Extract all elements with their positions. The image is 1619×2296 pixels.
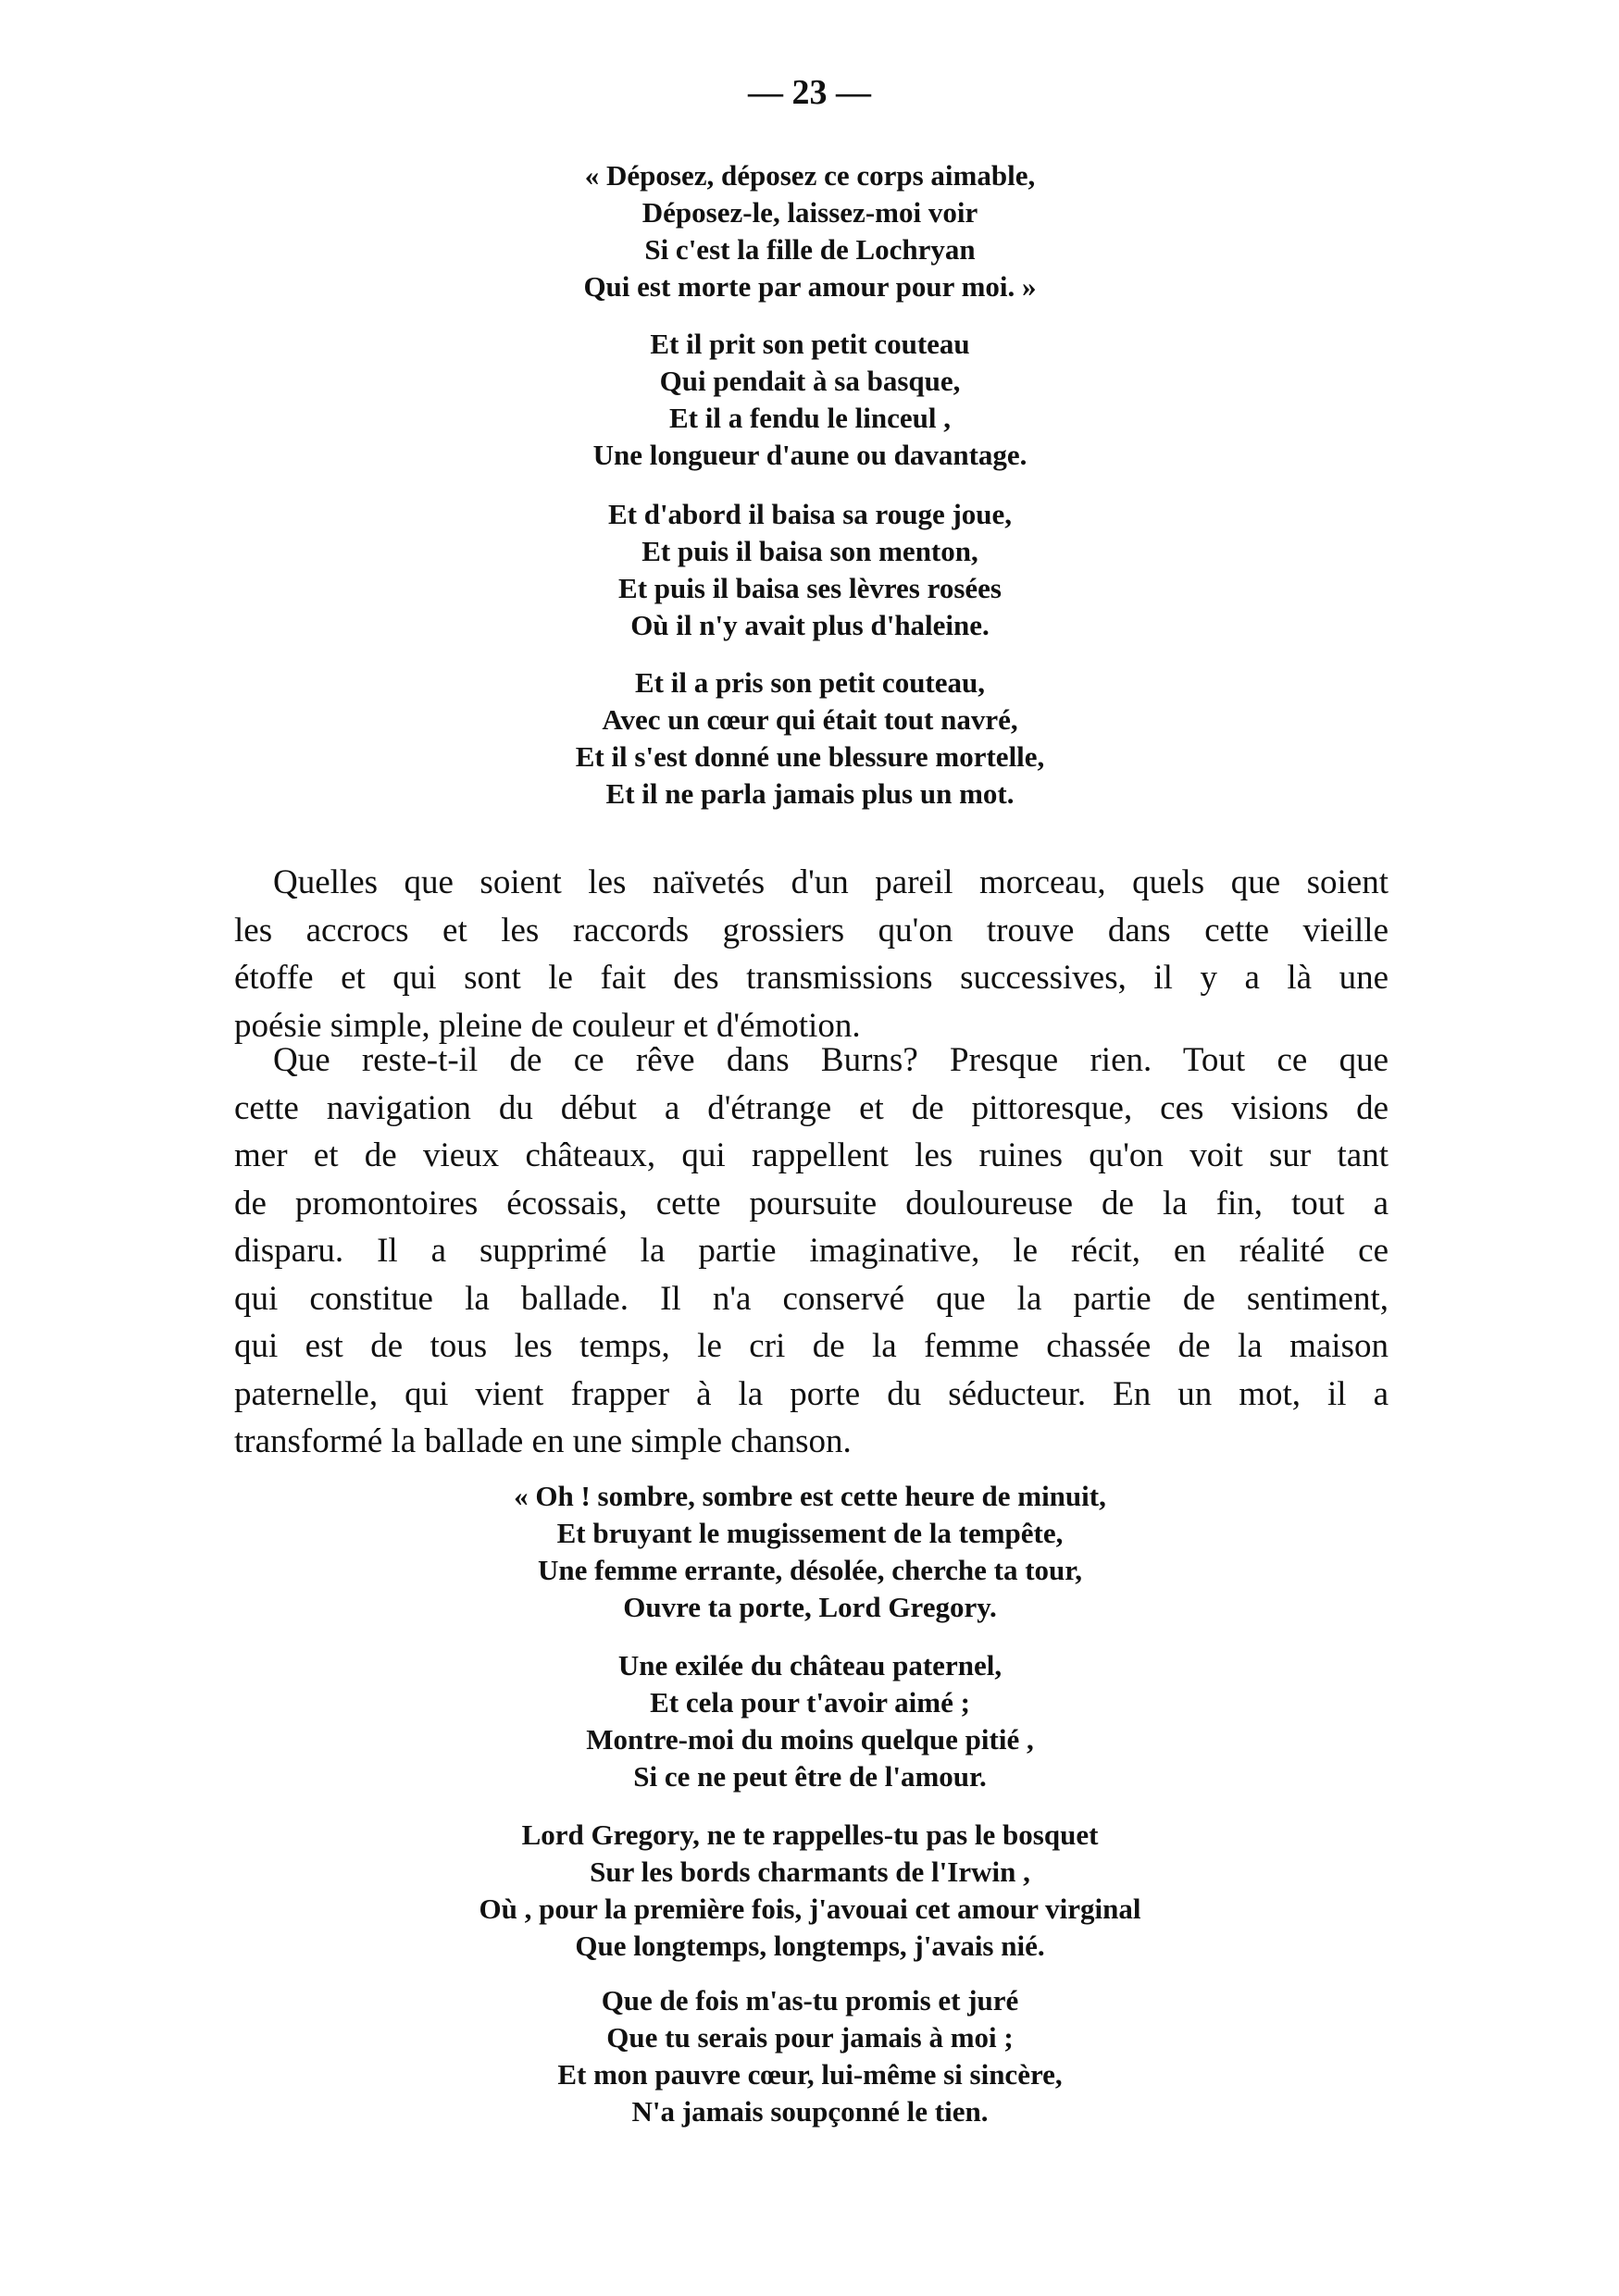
paragraph-line: de promontoires écossais, cette poursuite douloureuse de la fin, tout a bbox=[234, 1184, 1389, 1222]
verse-line: Et mon pauvre cœur, lui-même si sincère, bbox=[557, 2058, 1063, 2091]
verse-line: Que longtemps, longtemps, j'avais nié. bbox=[575, 1930, 1045, 1962]
verse-line: Et il s'est donné une blessure mortelle, bbox=[575, 740, 1045, 773]
poem2-stanza bbox=[347, 1478, 1273, 1626]
verse-line: Montre-moi du moins quelque pitié , bbox=[586, 1723, 1034, 1756]
paragraph-line: étoffe et qui sont le fait des transmissions successives, il y a là une bbox=[234, 959, 1389, 997]
paragraph-line: mer et de vieux châteaux, qui rappellent les ruines qu'on voit sur tant bbox=[234, 1136, 1389, 1174]
body-paragraph bbox=[234, 859, 1389, 1049]
verse-line: « Oh ! sombre, sombre est cette heure de minuit, bbox=[514, 1480, 1106, 1512]
paragraph-line: Que reste-t-il de ce rêve dans Burns? Presque rien. Tout ce que bbox=[273, 1041, 1389, 1079]
verse-line: Une exilée du château paternel, bbox=[617, 1649, 1003, 1682]
poem1-stanza bbox=[347, 496, 1273, 644]
verse-line: Et il a fendu le linceul , bbox=[669, 402, 951, 434]
paragraph-line: les accrocs et les raccords grossiers qu'on trouve dans cette vieille bbox=[234, 911, 1389, 949]
verse-line: Et il prit son petit couteau bbox=[650, 328, 970, 360]
poem2-stanza bbox=[347, 1647, 1273, 1795]
verse-line: Que tu serais pour jamais à moi ; bbox=[606, 2021, 1014, 2054]
poem2-stanza bbox=[347, 1982, 1273, 2130]
verse-line: Lord Gregory, ne te rappelles-tu pas le bosquet bbox=[521, 1818, 1099, 1851]
verse-line: Qui est morte par amour pour moi. » bbox=[583, 270, 1037, 303]
paragraph-line: Quelles que soient les naïvetés d'un pareil morceau, quels que soient bbox=[273, 863, 1389, 901]
verse-line: « Déposez, déposez ce corps aimable, bbox=[584, 159, 1036, 192]
verse-line: Et puis il baisa son menton, bbox=[641, 535, 978, 567]
page-number: — 23 — bbox=[748, 73, 871, 112]
verse-line: N'a jamais soupçonné le tien. bbox=[631, 2095, 989, 2128]
paragraph-line: cette navigation du début a d'étrange et de pittoresque, ces visions de bbox=[234, 1088, 1389, 1127]
verse-line: Et d'abord il baisa sa rouge joue, bbox=[607, 498, 1013, 530]
poem1-stanza bbox=[347, 326, 1273, 474]
paragraph-line: paternelle, qui vient frapper à la porte du séducteur. En un mot, il a bbox=[234, 1374, 1389, 1413]
verse-line: Et il a pris son petit couteau, bbox=[634, 666, 986, 699]
poem1-stanza bbox=[347, 664, 1273, 813]
paragraph-line: transformé la ballade en une simple chanson. bbox=[234, 1422, 852, 1460]
verse-line: Que de fois m'as-tu promis et juré bbox=[601, 1984, 1019, 2017]
verse-line: Ouvre ta porte, Lord Gregory. bbox=[623, 1591, 997, 1623]
verse-line: Qui pendait à sa basque, bbox=[659, 365, 961, 397]
verse-line: Et puis il baisa ses lèvres rosées bbox=[618, 572, 1002, 604]
verse-line: Et bruyant le mugissement de la tempête, bbox=[556, 1517, 1064, 1549]
paragraph-line: disparu. Il a supprimé la partie imaginative, le récit, en réalité ce bbox=[234, 1232, 1389, 1270]
verse-line: Déposez-le, laissez-moi voir bbox=[641, 196, 978, 229]
verse-line: Une femme errante, désolée, cherche ta tour, bbox=[538, 1554, 1082, 1586]
verse-line: Où , pour la première fois, j'avouai cet amour virginal bbox=[479, 1893, 1141, 1925]
verse-line: Où il n'y avait plus d'haleine. bbox=[630, 609, 990, 641]
verse-line: Sur les bords charmants de l'Irwin , bbox=[590, 1855, 1030, 1888]
verse-line: Et cela pour t'avoir aimé ; bbox=[650, 1686, 970, 1719]
body-paragraph bbox=[234, 1036, 1389, 1466]
verse-line: Une longueur d'aune ou davantage. bbox=[592, 439, 1027, 471]
paragraph-line: poésie simple, pleine de couleur et d'émotion. bbox=[234, 1006, 861, 1045]
paragraph-line: qui constitue la ballade. Il n'a conservé que la partie de sentiment, bbox=[234, 1279, 1389, 1318]
verse-line: Avec un cœur qui était tout navré, bbox=[602, 703, 1018, 736]
paragraph-line: qui est de tous les temps, le cri de la femme chassée de la maison bbox=[234, 1327, 1389, 1365]
verse-line: Et il ne parla jamais plus un mot. bbox=[605, 777, 1015, 810]
poem1-stanza bbox=[347, 157, 1273, 305]
verse-line: Si ce ne peut être de l'amour. bbox=[633, 1760, 987, 1793]
poem2-stanza bbox=[347, 1817, 1273, 1965]
verse-line: Si c'est la fille de Lochryan bbox=[644, 233, 976, 266]
